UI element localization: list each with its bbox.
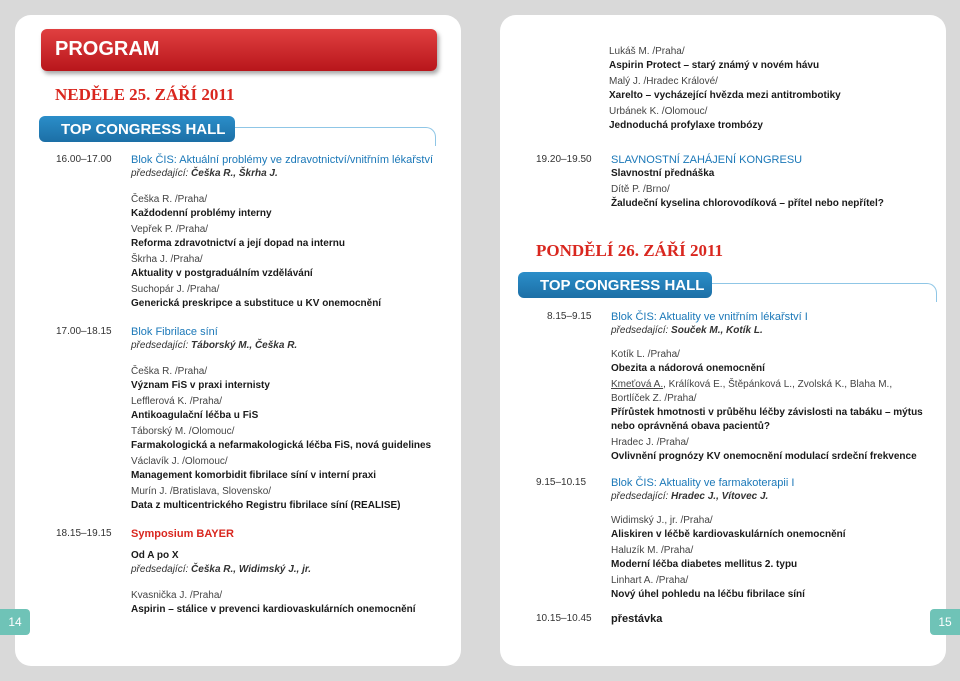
hall-divider (690, 283, 937, 302)
session-title: SLAVNOSTNÍ ZAHÁJENÍ KONGRESU (611, 154, 803, 166)
session-opening (536, 153, 936, 211)
session-time: 10.15–10.45 (536, 613, 592, 624)
continued-list (609, 43, 939, 133)
author: Dítě P. /Brno/ (611, 184, 670, 195)
list-item: Škrha J. /Praha/ Aktuality v postgraduálním vzdělávání (131, 254, 313, 279)
hall-divider (215, 127, 436, 146)
hall-banner: TOP CONGRESS HALL (518, 272, 712, 298)
session (536, 476, 936, 602)
session-subtitle: Od A po X (131, 550, 179, 561)
session-title: Blok ČIS: Aktuální problémy ve zdravotnictví/vnitřním lékařství (131, 154, 434, 166)
session (56, 527, 456, 617)
session-chair: předsedající: Češka R., Škrha J. (131, 168, 278, 179)
session-list (56, 153, 456, 617)
list-item: Kvasnička J. /Praha/ Aspirin – stálice v prevenci kardiovaskulárních onemocnění (131, 590, 416, 615)
session (56, 325, 456, 513)
list-item: Suchopár J. /Praha/ Generická preskripce a substituce u KV onemocnění (131, 284, 382, 309)
session-time: 9.15–10.15 (536, 477, 587, 488)
list-item: Táborský M. /Olomouc/ Farmakologická a nefarmakologická léčba FiS, nová guidelines (131, 426, 432, 451)
list-item: Vepřek P. /Praha/ Reforma zdravotnictví a její dopad na internu (131, 224, 345, 249)
list-item: Kmeťová A., Králíková E., Štěpánková L., Zvolská K., Blaha M., Bortlíček Z. /Praha/ Přírůstek hmotnosti v průběhu léčby závislosti na tabáku – mýtus nebo oprávněná obava pacientů? (611, 379, 923, 432)
list-item: Lukáš M. /Praha/ Aspirin Protect – starý známý v novém hávu (609, 46, 820, 71)
right-page (500, 15, 946, 666)
session-time: 17.00–18.15 (56, 326, 112, 337)
session (56, 153, 456, 311)
session (536, 310, 936, 464)
session-list (536, 310, 936, 626)
day-heading: PONDĚLÍ 26. ZÁŘÍ 2011 (536, 241, 724, 260)
session-chair: předsedající: Hradec J., Vítovec J. (611, 491, 769, 502)
list-item: Kotík L. /Praha/ Obezita a nádorová onemocnění (611, 349, 765, 374)
session-title: Blok ČIS: Aktuality ve farmakoterapii I (611, 477, 795, 489)
session-time: 19.20–19.50 (536, 154, 592, 165)
session (536, 612, 936, 626)
list-item: Václavík J. /Olomouc/ Management komorbidit fibrilace síní v interní praxi (131, 456, 377, 481)
lecture-title: Žaludeční kyselina chlorovodíková – přítel nebo nepřítel? (611, 198, 884, 209)
page-number: 15 (930, 609, 960, 635)
program-banner (41, 29, 437, 71)
list-item: Malý J. /Hradec Králové/ Xarelto – vycházející hvězda mezi antitrombotiky (609, 76, 841, 101)
session-title: Symposium BAYER (131, 528, 234, 540)
session-chair: předsedající: Češka R., Widimský J., jr. (131, 564, 312, 575)
day-heading: NEDĚLE 25. ZÁŘÍ 2011 (55, 85, 235, 104)
list-item: Widimský J., jr. /Praha/ Aliskiren v léčbě kardiovaskulárních onemocnění (611, 515, 846, 540)
session-time: 8.15–9.15 (547, 311, 592, 322)
left-page (15, 15, 461, 666)
hall-banner: TOP CONGRESS HALL (39, 116, 235, 142)
page-number: 14 (0, 609, 30, 635)
session-title: Blok Fibrilace síní (131, 326, 218, 338)
list-item: Haluzík M. /Praha/ Moderní léčba diabetes mellitus 2. typu (611, 545, 798, 570)
session-subtitle: Slavnostní přednáška (611, 168, 715, 179)
list-item: Urbánek K. /Olomouc/ Jednoduchá profylaxe trombózy (609, 106, 763, 131)
session-chair: předsedající: Táborský M., Češka R. (131, 340, 298, 351)
session-time: 18.15–19.15 (56, 528, 112, 539)
session-chair: předsedající: Souček M., Kotík L. (611, 325, 763, 336)
list-item: Linhart A. /Praha/ Nový úhel pohledu na léčbu fibrilace síní (611, 575, 805, 600)
list-item: Češka R. /Praha/ Každodenní problémy interny (131, 194, 272, 219)
session-title: Blok ČIS: Aktuality ve vnitřním lékařství I (611, 311, 808, 323)
program-label: PROGRAM (55, 38, 160, 60)
session-title: přestávka (611, 613, 663, 625)
session-time: 16.00–17.00 (56, 154, 112, 165)
list-item: Češka R. /Praha/ Význam FiS v praxi internisty (131, 366, 270, 391)
list-item: Hradec J. /Praha/ Ovlivnění prognózy KV onemocnění modulací srdeční frekvence (611, 437, 917, 462)
list-item: Lefflerová K. /Praha/ Antikoagulační léčba u FiS (131, 396, 259, 421)
list-item: Murín J. /Bratislava, Slovensko/ Data z multicentrického Registru fibrilace síní (REALISE) (131, 486, 401, 511)
